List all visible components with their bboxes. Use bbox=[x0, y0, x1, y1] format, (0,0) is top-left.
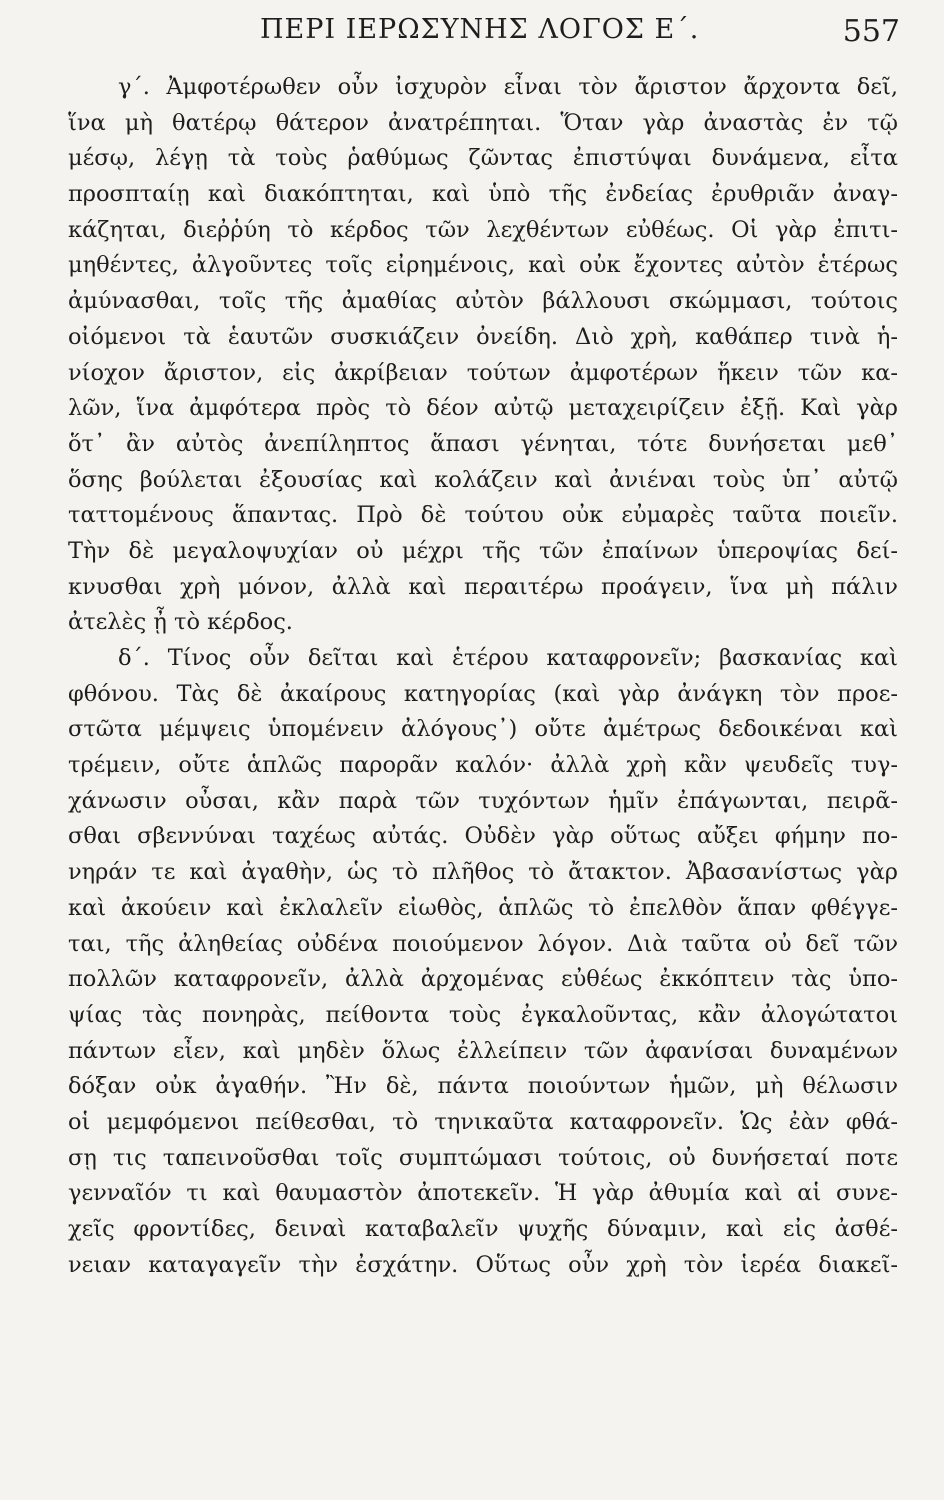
text-line: νηράν τε καὶ ἀγαθὴν, ὡς τὸ πλῆθος τὸ ἄτακτον. Ἀβασανίστως γὰρ bbox=[68, 859, 898, 886]
text-line: τρέμειν, οὔτε ἁπλῶς παρορᾶν καλόν· ἀλλὰ χρὴ κἂν ψευδεῖς τυγ- bbox=[68, 752, 898, 779]
text-line: ὅτ᾽ ἂν αὐτὸς ἀνεπίληπτος ἅπασι γένηται, τότε δυνήσεται μεθ᾽ bbox=[68, 430, 898, 457]
text-line: γ΄. Ἀμφοτέρωθεν οὖν ἰσχυρὸν εἶναι τὸν ἄριστον ἄρχοντα δεῖ, bbox=[118, 74, 898, 100]
text-line: καὶ ἀκούειν καὶ ἐκλαλεῖν εἰωθὸς, ἁπλῶς τὸ ἐπελθὸν ἅπαν φθέγγε- bbox=[68, 894, 898, 921]
text-line: σθαι σβεννύναι ταχέως αὐτάς. Οὐδὲν γὰρ οὕτως αὔξει φήμην πο- bbox=[68, 823, 898, 850]
text-line: ται, τῆς ἀληθείας οὐδένα ποιούμενον λόγον. Διὰ ταῦτα οὐ δεῖ τῶν bbox=[68, 930, 898, 957]
text-line: ἵνα μὴ θατέρῳ θάτερον ἀνατρέπηται. Ὅταν γὰρ ἀναστὰς ἐν τῷ bbox=[68, 109, 898, 136]
text-line: κάζηται, διεῤῥύη τὸ κέρδος τῶν λεχθέντων εὐθέως. Οἱ γὰρ ἐπιτι- bbox=[68, 216, 898, 243]
text-line: χεῖς φροντίδες, δειναὶ καταβαλεῖν ψυχῆς δύναμιν, καὶ εἰς ἀσθέ- bbox=[68, 1216, 898, 1242]
text-line: μέσῳ, λέγῃ τὰ τοὺς ῥαθύμως ζῶντας ἐπιστύψαι δυνάμενα, εἶτα bbox=[68, 145, 898, 172]
text-line: ἀμύνασθαι, τοῖς τῆς ἀμαθίας αὐτὸν βάλλουσι σκώμμασι, τούτοις bbox=[68, 288, 898, 315]
text-line: ψίας τὰς πονηρὰς, πείθοντα τοὺς ἐγκαλοῦντας, κἂν ἀλογώτατοι bbox=[68, 1001, 898, 1028]
text-line: λῶν, ἵνα ἀμφότερα πρὸς τὸ δέον αὐτῷ μεταχειρίζειν ἐξῇ. Καὶ γὰρ bbox=[68, 395, 898, 422]
text-line: στῶτα μέμψεις ὑπομένειν ἀλόγους᾽) οὔτε ἀμέτρως δεδοικέναι καὶ bbox=[68, 716, 898, 743]
text-line: προσπταίῃ καὶ διακόπτηται, καὶ ὑπὸ τῆς ἐνδείας ἐρυθριᾶν ἀναγ- bbox=[68, 181, 898, 208]
text-line: χάνωσιν οὖσαι, κἂν παρὰ τῶν τυχόντων ἡμῖν ἐπάγωνται, πειρᾶ- bbox=[68, 787, 898, 814]
running-head: ΠΕΡΙ ΙΕΡΩΣΥΝΗΣ ΛΟΓΟΣ Ε΄. bbox=[260, 14, 700, 45]
text-line: δ΄. Τίνος οὖν δεῖται καὶ ἑτέρου καταφρονεῖν; βασκανίας καὶ bbox=[118, 645, 898, 671]
text-line: νίοχον ἄριστον, εἰς ἀκρίβειαν τούτων ἀμφοτέρων ἥκειν τῶν κα- bbox=[68, 359, 898, 386]
body-text bbox=[68, 70, 898, 1283]
text-line: πολλῶν καταφρονεῖν, ἀλλὰ ἀρχομένας εὐθέως ἐκκόπτειν τὰς ὑπο- bbox=[68, 966, 898, 993]
text-line: σῃ τις ταπεινοῦσθαι τοῖς συμπτώμασι τούτοις, οὐ δυνήσεταί ποτε bbox=[68, 1144, 898, 1171]
text-line: δόξαν οὐκ ἀγαθήν. Ἢν δὲ, πάντα ποιούντων ἡμῶν, μὴ θέλωσιν bbox=[68, 1073, 898, 1100]
text-line: πάντων εἶεν, καὶ μηδὲν ὅλως ἐλλείπειν τῶν ἀφανίσαι δυναμένων bbox=[68, 1037, 898, 1064]
text-line: γενναῖόν τι καὶ θαυμαστὸν ἀποτεκεῖν. Ἡ γὰρ ἀθυμία καὶ αἱ συνε- bbox=[68, 1180, 898, 1207]
text-line: ὅσης βούλεται ἐξουσίας καὶ κολάζειν καὶ ἀνιέναι τοὺς ὑπ᾽ αὐτῷ bbox=[68, 466, 898, 493]
text-line: νειαν καταγαγεῖν τὴν ἐσχάτην. Οὕτως οὖν χρὴ τὸν ἱερέα διακεῖ- bbox=[68, 1251, 898, 1278]
text-line: κνυσθαι χρὴ μόνον, ἀλλὰ καὶ περαιτέρω προάγειν, ἵνα μὴ πάλιν bbox=[68, 573, 898, 600]
text-line: οἱ μεμφόμενοι πείθεσθαι, τὸ τηνικαῦτα καταφρονεῖν. Ὡς ἐὰν φθά- bbox=[68, 1108, 898, 1135]
text-line: Τὴν δὲ μεγαλοψυχίαν οὐ μέχρι τῆς τῶν ἐπαίνων ὑπεροψίας δεί- bbox=[68, 537, 898, 564]
text-line: ταττομένους ἅπαντας. Πρὸ δὲ τούτου οὐκ εὐμαρὲς ταῦτα ποιεῖν. bbox=[68, 502, 898, 529]
text-line: μηθέντες, ἀλγοῦντες τοῖς εἰρημένοις, καὶ οὐκ ἔχοντες αὐτὸν ἑτέρως bbox=[68, 252, 898, 279]
page-number: 557 bbox=[842, 14, 900, 49]
text-line: οἰόμενοι τὰ ἑαυτῶν συσκιάζειν ὀνείδη. Διὸ χρὴ, καθάπερ τινὰ ἡ- bbox=[68, 323, 898, 350]
text-line: φθόνου. Τὰς δὲ ἀκαίρους κατηγορίας (καὶ γὰρ ἀνάγκη τὸν προε- bbox=[68, 680, 898, 707]
page-header bbox=[60, 14, 900, 54]
text-line: ἀτελὲς ᾖ τὸ κέρδος. bbox=[68, 609, 293, 636]
